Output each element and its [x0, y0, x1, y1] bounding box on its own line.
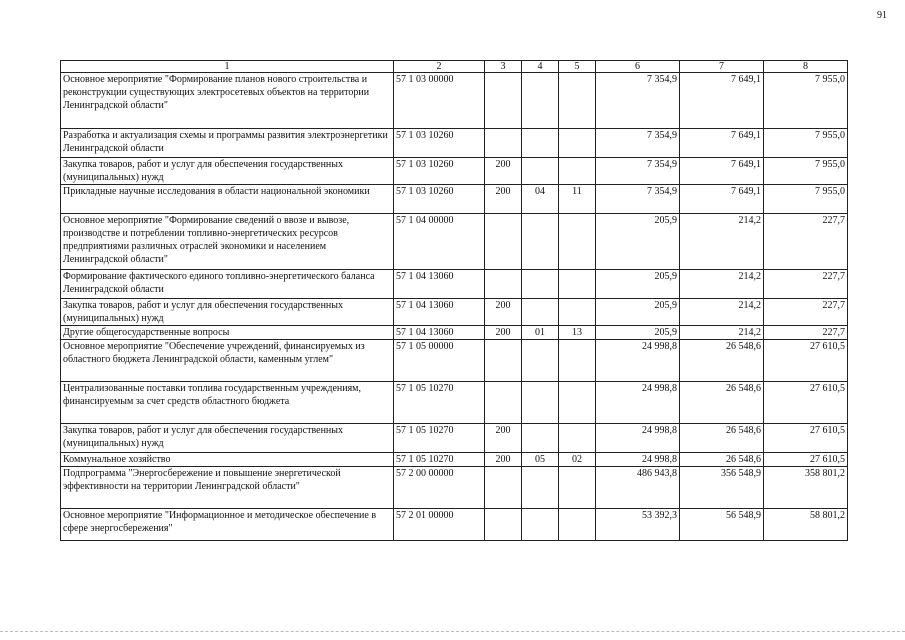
cell-vr: 200 — [485, 185, 522, 214]
table-row — [61, 299, 848, 326]
cell-pr — [559, 129, 596, 158]
cell-rz — [522, 424, 559, 453]
table-row — [61, 424, 848, 453]
cell-code: 57 1 05 10270 — [394, 453, 485, 467]
cell-pr — [559, 382, 596, 424]
cell-v1: 53 392,3 — [596, 509, 680, 541]
cell-vr: 200 — [485, 326, 522, 340]
cell-vr — [485, 270, 522, 299]
cell-rz — [522, 73, 559, 129]
cell-rz — [522, 129, 559, 158]
cell-vr — [485, 129, 522, 158]
table-row — [61, 340, 848, 382]
cell-rz: 01 — [522, 326, 559, 340]
cell-name: Коммунальное хозяйство — [61, 453, 394, 467]
cell-code: 57 1 03 10260 — [394, 185, 485, 214]
cell-v2: 7 649,1 — [680, 73, 764, 129]
cell-code: 57 1 04 00000 — [394, 214, 485, 270]
table-row — [61, 509, 848, 541]
column-header: 2 — [394, 61, 485, 73]
cell-v3: 227,7 — [764, 270, 848, 299]
cell-v3: 27 610,5 — [764, 382, 848, 424]
cell-rz — [522, 158, 559, 185]
cell-v1: 7 354,9 — [596, 185, 680, 214]
header-row — [61, 61, 848, 73]
table-row — [61, 158, 848, 185]
cell-vr: 200 — [485, 453, 522, 467]
cell-code: 57 1 04 13060 — [394, 270, 485, 299]
cell-pr: 02 — [559, 453, 596, 467]
cell-v1: 7 354,9 — [596, 129, 680, 158]
cell-name: Основное мероприятие "Формирование планов нового строительства и реконструкции существующих электросетевых объектов на территории Ленинградской области" — [61, 73, 394, 129]
cell-name: Централизованные поставки топлива государственным учреждениям, финансируемым за счет средств областного бюджета — [61, 382, 394, 424]
budget-table — [60, 60, 848, 541]
cell-v3: 227,7 — [764, 326, 848, 340]
cell-v2: 7 649,1 — [680, 158, 764, 185]
cell-v2: 26 548,6 — [680, 424, 764, 453]
cell-v1: 205,9 — [596, 270, 680, 299]
cell-pr: 11 — [559, 185, 596, 214]
column-header: 7 — [680, 61, 764, 73]
cell-name: Закупка товаров, работ и услуг для обеспечения государственных (муниципальных) нужд — [61, 299, 394, 326]
cell-v1: 24 998,8 — [596, 340, 680, 382]
cell-v3: 7 955,0 — [764, 129, 848, 158]
cell-v1: 205,9 — [596, 326, 680, 340]
cell-rz — [522, 340, 559, 382]
cell-v2: 214,2 — [680, 299, 764, 326]
cell-v2: 7 649,1 — [680, 185, 764, 214]
cell-v2: 56 548,9 — [680, 509, 764, 541]
cell-pr — [559, 73, 596, 129]
table-row — [61, 214, 848, 270]
cell-rz — [522, 382, 559, 424]
cell-v1: 24 998,8 — [596, 382, 680, 424]
table-row — [61, 453, 848, 467]
cell-vr: 200 — [485, 158, 522, 185]
cell-rz: 04 — [522, 185, 559, 214]
cell-v3: 7 955,0 — [764, 73, 848, 129]
cell-rz: 05 — [522, 453, 559, 467]
column-header: 4 — [522, 61, 559, 73]
cell-v1: 24 998,8 — [596, 453, 680, 467]
table-row — [61, 270, 848, 299]
table-row — [61, 326, 848, 340]
cell-code: 57 1 05 10270 — [394, 424, 485, 453]
cell-name: Другие общегосударственные вопросы — [61, 326, 394, 340]
cell-pr — [559, 467, 596, 509]
cell-v3: 27 610,5 — [764, 340, 848, 382]
cell-v1: 205,9 — [596, 214, 680, 270]
column-header: 6 — [596, 61, 680, 73]
scan-edge-line — [0, 631, 905, 632]
cell-name: Основное мероприятие "Формирование сведений о ввозе и вывозе, производстве и потреблении топливно-энергетических ресурсов предприятиями различных отраслей экономики и населением Ленинградской области" — [61, 214, 394, 270]
cell-name: Прикладные научные исследования в области национальной экономики — [61, 185, 394, 214]
cell-vr — [485, 382, 522, 424]
cell-vr — [485, 509, 522, 541]
cell-v3: 358 801,2 — [764, 467, 848, 509]
cell-vr — [485, 467, 522, 509]
cell-code: 57 1 04 13060 — [394, 299, 485, 326]
cell-code: 57 1 03 10260 — [394, 129, 485, 158]
cell-vr — [485, 340, 522, 382]
table-row — [61, 129, 848, 158]
cell-v2: 214,2 — [680, 214, 764, 270]
cell-v2: 26 548,6 — [680, 340, 764, 382]
cell-v2: 356 548,9 — [680, 467, 764, 509]
table-row — [61, 185, 848, 214]
cell-code: 57 1 05 10270 — [394, 382, 485, 424]
cell-v1: 486 943,8 — [596, 467, 680, 509]
cell-rz — [522, 467, 559, 509]
cell-code: 57 2 01 00000 — [394, 509, 485, 541]
cell-v1: 205,9 — [596, 299, 680, 326]
cell-v3: 7 955,0 — [764, 158, 848, 185]
cell-pr: 13 — [559, 326, 596, 340]
cell-name: Основное мероприятие "Информационное и методическое обеспечение в сфере энергосбережения" — [61, 509, 394, 541]
cell-vr: 200 — [485, 299, 522, 326]
cell-pr — [559, 158, 596, 185]
cell-name: Закупка товаров, работ и услуг для обеспечения государственных (муниципальных) нужд — [61, 424, 394, 453]
cell-name: Основное мероприятие "Обеспечение учреждений, финансируемых из областного бюджета Ленинградской области, каменным углем" — [61, 340, 394, 382]
cell-v2: 7 649,1 — [680, 129, 764, 158]
cell-code: 57 1 03 00000 — [394, 73, 485, 129]
cell-v1: 7 354,9 — [596, 73, 680, 129]
column-header: 3 — [485, 61, 522, 73]
cell-v2: 26 548,6 — [680, 382, 764, 424]
cell-v3: 7 955,0 — [764, 185, 848, 214]
cell-v3: 227,7 — [764, 214, 848, 270]
cell-v3: 27 610,5 — [764, 453, 848, 467]
cell-code: 57 1 03 10260 — [394, 158, 485, 185]
cell-pr — [559, 214, 596, 270]
cell-vr: 200 — [485, 424, 522, 453]
cell-v1: 7 354,9 — [596, 158, 680, 185]
page-number: 91 — [877, 10, 887, 21]
table-row — [61, 382, 848, 424]
cell-rz — [522, 270, 559, 299]
cell-code: 57 1 05 00000 — [394, 340, 485, 382]
cell-rz — [522, 509, 559, 541]
cell-pr — [559, 299, 596, 326]
cell-name: Формирование фактического единого топливно-энергетического баланса Ленинградской области — [61, 270, 394, 299]
cell-name: Разработка и актуализация схемы и программы развития электроэнергетики Ленинградской области — [61, 129, 394, 158]
cell-pr — [559, 424, 596, 453]
cell-v3: 58 801,2 — [764, 509, 848, 541]
cell-v2: 214,2 — [680, 326, 764, 340]
cell-pr — [559, 270, 596, 299]
column-header: 5 — [559, 61, 596, 73]
table-row — [61, 467, 848, 509]
cell-rz — [522, 299, 559, 326]
cell-rz — [522, 214, 559, 270]
cell-name: Закупка товаров, работ и услуг для обеспечения государственных (муниципальных) нужд — [61, 158, 394, 185]
table-row — [61, 73, 848, 129]
cell-name: Подпрограмма "Энергосбережение и повышение энергетической эффективности на территории Ленинградской области" — [61, 467, 394, 509]
cell-v2: 26 548,6 — [680, 453, 764, 467]
cell-pr — [559, 340, 596, 382]
column-header: 8 — [764, 61, 848, 73]
cell-v2: 214,2 — [680, 270, 764, 299]
cell-v3: 27 610,5 — [764, 424, 848, 453]
cell-vr — [485, 214, 522, 270]
cell-code: 57 2 00 00000 — [394, 467, 485, 509]
cell-code: 57 1 04 13060 — [394, 326, 485, 340]
cell-v1: 24 998,8 — [596, 424, 680, 453]
cell-pr — [559, 509, 596, 541]
cell-v3: 227,7 — [764, 299, 848, 326]
column-header: 1 — [61, 61, 394, 73]
cell-vr — [485, 73, 522, 129]
